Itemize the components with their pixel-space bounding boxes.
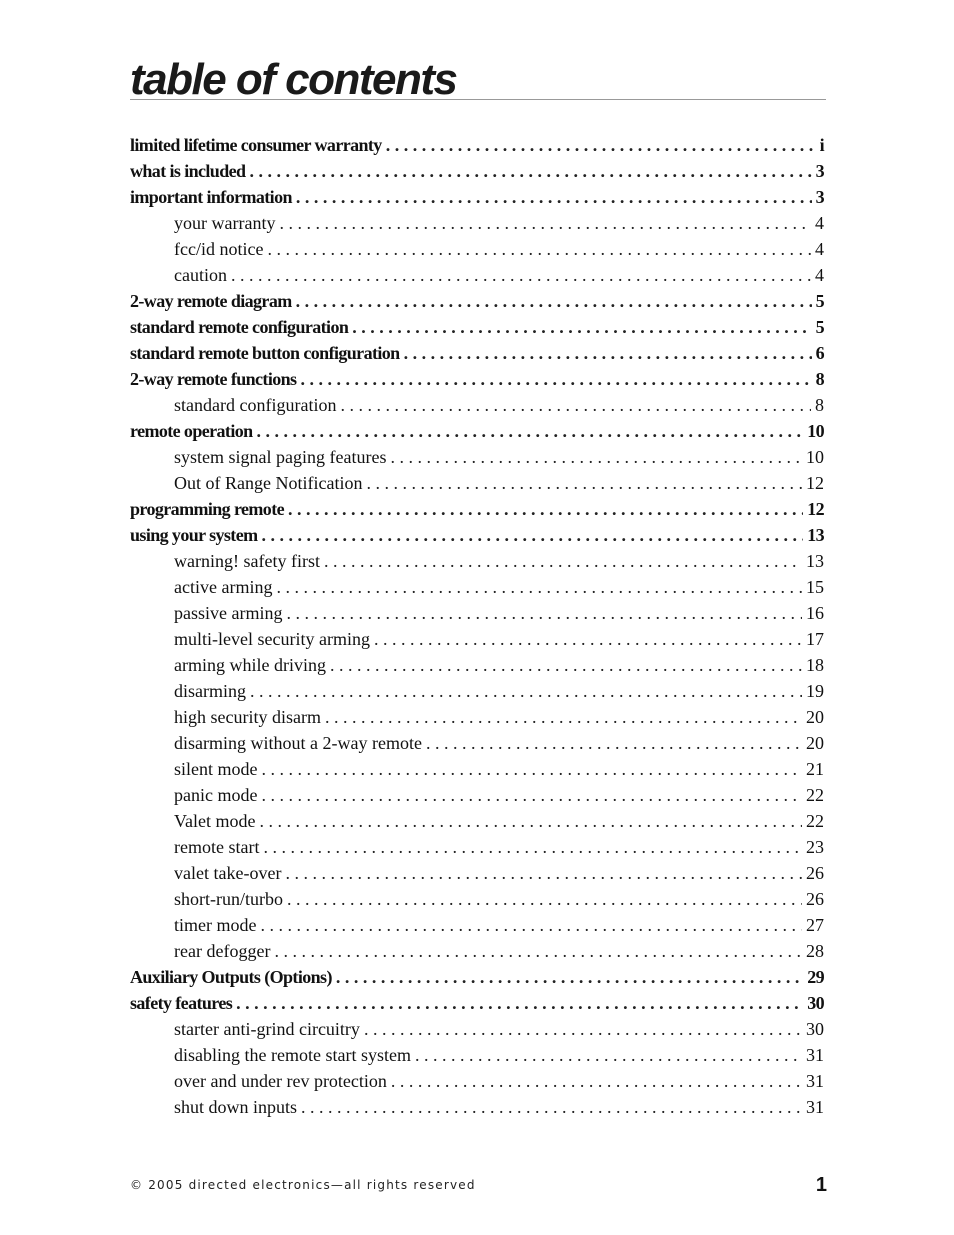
dot-leader (288, 496, 803, 522)
toc-entry-label: disarming without a 2-way remote (174, 733, 422, 753)
toc-entry-label: safety features (130, 993, 233, 1013)
toc-entry-page: 3 (815, 187, 824, 207)
dot-leader (267, 236, 811, 262)
toc-entry-page: 13 (806, 551, 824, 571)
toc-entry-page: 26 (806, 889, 824, 909)
toc-entry-label: limited lifetime consumer warranty (130, 135, 382, 155)
toc-subsection-entry (130, 470, 824, 496)
toc-subsection-entry (130, 938, 824, 964)
toc-section-entry (130, 132, 824, 158)
toc-subsection-entry (130, 626, 824, 652)
toc-entry-page: i (819, 135, 824, 155)
toc-entry-page: 30 (807, 993, 824, 1013)
dot-leader (249, 158, 811, 184)
dot-leader (286, 600, 802, 626)
toc-subsection-entry (130, 782, 824, 808)
toc-entry-label: silent mode (174, 759, 258, 779)
page-title: table of contents (130, 55, 457, 104)
toc-section-entry (130, 340, 824, 366)
toc-subsection-entry (130, 1094, 824, 1120)
toc-entry-page: 27 (806, 915, 824, 935)
toc-section-entry (130, 366, 824, 392)
toc-entry-page: 5 (815, 317, 824, 337)
toc-entry-page: 22 (806, 785, 824, 805)
dot-leader (386, 132, 816, 158)
toc-subsection-entry (130, 600, 824, 626)
toc-entry-label: 2-way remote diagram (130, 291, 292, 311)
toc-entry-label: caution (174, 265, 227, 285)
toc-subsection-entry (130, 912, 824, 938)
dot-leader (262, 756, 803, 782)
toc-entry-page: 26 (806, 863, 824, 883)
toc-subsection-entry (130, 210, 824, 236)
dot-leader (366, 470, 802, 496)
dot-leader (285, 860, 802, 886)
toc-entry-page: 30 (806, 1019, 824, 1039)
toc-entry-page: 4 (815, 239, 824, 259)
dot-leader (236, 990, 803, 1016)
toc-entry-label: programming remote (130, 499, 284, 519)
toc-entry-label: starter anti-grind circuitry (174, 1019, 360, 1039)
toc-section-entry (130, 314, 824, 340)
toc-subsection-entry (130, 236, 824, 262)
toc-subsection-entry (130, 730, 824, 756)
toc-entry-label: your warranty (174, 213, 276, 233)
toc-entry-page: 6 (815, 343, 824, 363)
dot-leader (259, 808, 802, 834)
dot-leader (324, 548, 802, 574)
toc-entry-page: 4 (815, 213, 824, 233)
toc-entry-page: 20 (806, 707, 824, 727)
toc-subsection-entry (130, 886, 824, 912)
toc-entry-page: 12 (807, 499, 824, 519)
dot-leader (296, 288, 812, 314)
toc-entry-label: over and under rev protection (174, 1071, 387, 1091)
dot-leader (257, 418, 804, 444)
dot-leader (287, 886, 802, 912)
toc-subsection-entry (130, 1068, 824, 1094)
toc-entry-page: 29 (807, 967, 824, 987)
dot-leader (415, 1042, 802, 1068)
toc-entry-page: 3 (815, 161, 824, 181)
toc-section-entry (130, 158, 824, 184)
toc-entry-page: 31 (806, 1071, 824, 1091)
toc-entry-page: 17 (806, 629, 824, 649)
dot-leader (296, 184, 812, 210)
toc-entry-page: 5 (815, 291, 824, 311)
toc-entry-page: 28 (806, 941, 824, 961)
toc-entry-page: 10 (807, 421, 824, 441)
dot-leader (263, 834, 802, 860)
table-of-contents (130, 132, 824, 1120)
toc-entry-label: Valet mode (174, 811, 256, 831)
toc-entry-label: 2-way remote functions (130, 369, 297, 389)
toc-entry-page: 8 (815, 395, 824, 415)
toc-subsection-entry (130, 444, 824, 470)
toc-entry-page: 21 (806, 759, 824, 779)
toc-section-entry (130, 496, 824, 522)
toc-entry-label: panic mode (174, 785, 258, 805)
dot-leader (340, 392, 811, 418)
dot-leader (276, 574, 802, 600)
toc-section-entry (130, 964, 824, 990)
dot-leader (274, 938, 802, 964)
toc-subsection-entry (130, 652, 824, 678)
toc-subsection-entry (130, 1042, 824, 1068)
page-number: 1 (815, 1174, 827, 1196)
toc-entry-page: 20 (806, 733, 824, 753)
toc-entry-label: disabling the remote start system (174, 1045, 411, 1065)
dot-leader (231, 262, 811, 288)
dot-leader (426, 730, 802, 756)
toc-subsection-entry (130, 808, 824, 834)
dot-leader (352, 314, 811, 340)
toc-subsection-entry (130, 678, 824, 704)
toc-entry-label: standard configuration (174, 395, 337, 415)
toc-entry-label: remote operation (130, 421, 253, 441)
toc-entry-label: system signal paging features (174, 447, 387, 467)
toc-subsection-entry (130, 548, 824, 574)
dot-leader (250, 678, 802, 704)
toc-section-entry (130, 288, 824, 314)
toc-entry-page: 23 (806, 837, 824, 857)
toc-entry-label: timer mode (174, 915, 257, 935)
toc-entry-label: Auxiliary Outputs (Options) (130, 967, 332, 987)
toc-section-entry (130, 418, 824, 444)
dot-leader (261, 782, 802, 808)
toc-entry-label: disarming (174, 681, 246, 701)
toc-entry-page: 19 (806, 681, 824, 701)
toc-entry-page: 22 (806, 811, 824, 831)
dot-leader (404, 340, 812, 366)
toc-subsection-entry (130, 704, 824, 730)
toc-section-entry (130, 990, 824, 1016)
toc-entry-page: 8 (815, 369, 824, 389)
toc-entry-page: 15 (806, 577, 824, 597)
dot-leader (391, 1068, 802, 1094)
toc-subsection-entry (130, 1016, 824, 1042)
toc-entry-page: 31 (806, 1045, 824, 1065)
toc-section-entry (130, 184, 824, 210)
toc-subsection-entry (130, 574, 824, 600)
toc-subsection-entry (130, 756, 824, 782)
toc-subsection-entry (130, 834, 824, 860)
toc-subsection-entry (130, 262, 824, 288)
title-rule (130, 99, 826, 100)
toc-entry-label: rear defogger (174, 941, 271, 961)
dot-leader (325, 704, 802, 730)
toc-entry-label: valet take-over (174, 863, 282, 883)
toc-entry-label: short-run/turbo (174, 889, 283, 909)
toc-subsection-entry (130, 392, 824, 418)
toc-entry-page: 12 (806, 473, 824, 493)
dot-leader (279, 210, 811, 236)
toc-entry-page: 13 (807, 525, 824, 545)
toc-entry-label: multi-level security arming (174, 629, 370, 649)
toc-entry-page: 16 (806, 603, 824, 623)
toc-entry-label: shut down inputs (174, 1097, 298, 1117)
dot-leader (374, 626, 802, 652)
toc-entry-page: 31 (806, 1097, 824, 1117)
toc-entry-label: active arming (174, 577, 273, 597)
toc-entry-label: warning! safety first (174, 551, 320, 571)
toc-entry-label: high security disarm (174, 707, 321, 727)
toc-entry-page: 4 (815, 265, 824, 285)
footer-copyright: © 2005 directed electronics—all rights reserved (130, 1178, 476, 1192)
toc-section-entry (130, 522, 824, 548)
toc-entry-label: using your system (130, 525, 258, 545)
toc-entry-label: passive arming (174, 603, 283, 623)
dot-leader (300, 366, 811, 392)
toc-entry-page: 10 (806, 447, 824, 467)
toc-entry-label: arming while driving (174, 655, 326, 675)
toc-entry-label: important information (130, 187, 292, 207)
dot-leader (364, 1016, 802, 1042)
toc-subsection-entry (130, 860, 824, 886)
dot-leader (336, 964, 803, 990)
dot-leader (330, 652, 802, 678)
dot-leader (390, 444, 802, 470)
toc-entry-label: standard remote button configuration (130, 343, 400, 363)
toc-entry-label: fcc/id notice (174, 239, 264, 259)
toc-entry-label: standard remote configuration (130, 317, 349, 337)
dot-leader (260, 912, 802, 938)
toc-entry-label: remote start (174, 837, 260, 857)
toc-entry-label: what is included (130, 161, 246, 181)
dot-leader (262, 522, 804, 548)
toc-entry-page: 18 (806, 655, 824, 675)
dot-leader (301, 1094, 802, 1120)
toc-entry-label: Out of Range Notification (174, 473, 363, 493)
